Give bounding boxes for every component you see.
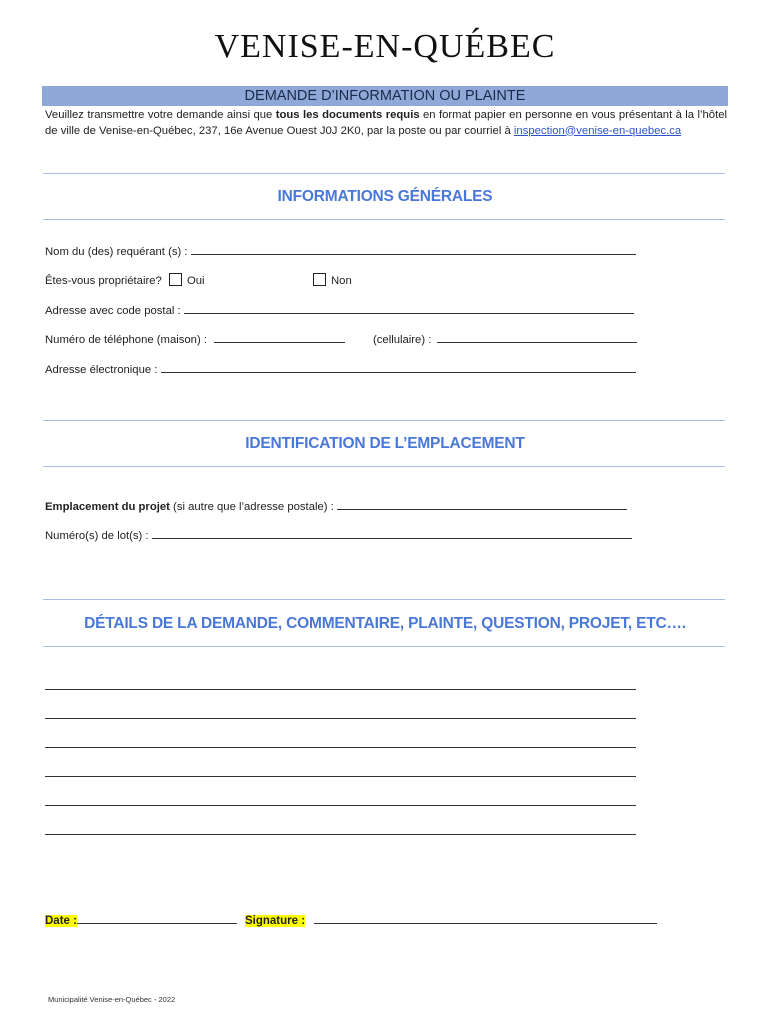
signature-row bbox=[245, 912, 657, 927]
page-title: VENISE-EN-QUÉBEC bbox=[214, 28, 556, 65]
cellulaire-row bbox=[373, 331, 637, 346]
courriel-label: Adresse électronique : bbox=[45, 364, 158, 376]
form-banner: DEMANDE D’INFORMATION OU PLAINTE bbox=[42, 86, 728, 106]
section-title-location: IDENTIFICATION DE L’EMPLACEMENT bbox=[245, 435, 525, 452]
requerant-label: Nom du (des) requérant (s) : bbox=[45, 246, 188, 258]
emplacement-field[interactable] bbox=[337, 498, 627, 510]
adresse-row bbox=[45, 302, 634, 317]
courriel-field[interactable] bbox=[161, 361, 636, 373]
intro-text-2: en format papier en personne en vous présentant à la l’hôtel de ville de Venise-en-Québec, 237, 16e Avenue Ouest J0J 2K0, par la poste ou par courriel à bbox=[45, 109, 727, 137]
intro-bold: tous les documents requis bbox=[275, 109, 420, 121]
lots-label: Numéro(s) de lot(s) : bbox=[45, 530, 149, 542]
adresse-label: Adresse avec code postal : bbox=[45, 305, 181, 317]
details-line[interactable] bbox=[45, 689, 636, 690]
non-label: Non bbox=[331, 275, 352, 287]
cellulaire-label: (cellulaire) : bbox=[373, 334, 432, 346]
details-line[interactable] bbox=[45, 776, 636, 777]
signature-field[interactable] bbox=[314, 912, 657, 924]
lots-field[interactable] bbox=[152, 527, 632, 539]
email-link[interactable]: inspection@venise-en-quebec.ca bbox=[513, 124, 682, 137]
courriel-row bbox=[45, 361, 636, 376]
emplacement-note: (si autre que l’adresse postale) : bbox=[169, 501, 334, 513]
divider bbox=[43, 420, 725, 421]
telephone-field[interactable] bbox=[214, 331, 345, 343]
divider bbox=[43, 219, 725, 220]
details-line[interactable] bbox=[45, 834, 636, 835]
details-line[interactable] bbox=[45, 747, 636, 748]
footer-text: Municipalité Venise-en-Québec - 2022 bbox=[48, 995, 176, 1004]
date-row bbox=[45, 912, 237, 927]
oui-checkbox[interactable] bbox=[169, 273, 182, 286]
section-title-details: DÉTAILS DE LA DEMANDE, COMMENTAIRE, PLAINTE, QUESTION, PROJET, ETC…. bbox=[84, 615, 686, 632]
details-line[interactable] bbox=[45, 718, 636, 719]
intro-paragraph bbox=[45, 108, 727, 139]
telephone-row bbox=[45, 331, 345, 346]
details-line[interactable] bbox=[45, 805, 636, 806]
lots-row bbox=[45, 527, 632, 542]
emplacement-row bbox=[45, 498, 627, 513]
intro-text-1: Veuillez transmettre votre demande ainsi que bbox=[45, 109, 276, 121]
divider bbox=[43, 599, 725, 600]
date-label: Date : bbox=[45, 915, 77, 927]
requerant-row bbox=[45, 243, 636, 258]
proprietaire-label: Êtes-vous propriétaire? bbox=[45, 275, 162, 287]
divider bbox=[43, 646, 725, 647]
divider bbox=[43, 173, 725, 174]
section-title-general: INFORMATIONS GÉNÉRALES bbox=[277, 188, 493, 205]
oui-label: Oui bbox=[186, 275, 205, 287]
non-option bbox=[313, 273, 352, 287]
date-field[interactable] bbox=[77, 912, 237, 924]
non-checkbox[interactable] bbox=[313, 273, 326, 286]
cellulaire-field[interactable] bbox=[437, 331, 637, 343]
telephone-label: Numéro de téléphone (maison) : bbox=[45, 334, 208, 346]
requerant-field[interactable] bbox=[191, 243, 636, 255]
emplacement-label: Emplacement du projet bbox=[45, 501, 170, 513]
adresse-field[interactable] bbox=[184, 302, 634, 314]
proprietaire-row bbox=[45, 273, 205, 287]
divider bbox=[43, 466, 725, 467]
signature-label: Signature : bbox=[245, 915, 306, 927]
